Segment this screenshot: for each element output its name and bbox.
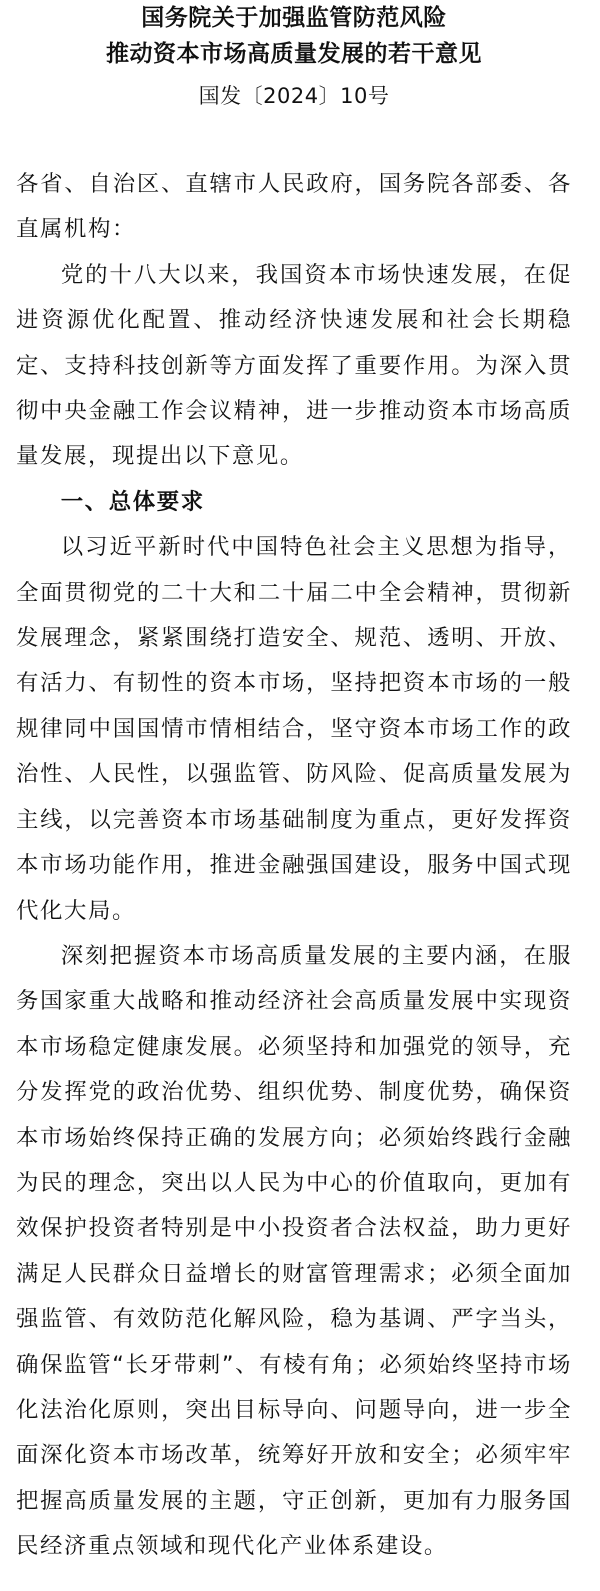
document-title-line-1: 国务院关于加强监管防范风险 [141, 5, 447, 31]
intro-paragraph: 党的十八大以来，我国资本市场快速发展，在促进资源优化配置、推动经济快速发展和社会长期稳定、支持科技创新等方面发挥了重要作用。为深入贯彻中央金融工作会议精神，进一步推动资本市场高质量发展，现提出以下意见。 [16, 261, 572, 470]
section1-paragraph-2: 深刻把握资本市场高质量发展的主要内涵，在服务国家重大战略和推动经济社会高质量发展中实现资本市场稳定健康发展。必须坚持和加强党的领导，充分发挥党的政治优势、组织优势、制度优势，确保资本市场始终保持正确的发展方向；必须始终践行金融为民的理念，突出以人民为中心的价值取向，更加有效保护投资者特别是中小投资者合法权益，助力更好满足人民群众日益增长的财富管理需求；必须全面加强监管、有效防范化解风险，稳为基调、严字当头，确保监管“长牙带刺”、有棱有角；必须始终坚持市场化法治化原则，突出目标导向、问题导向，进一步全面深化资本市场改革，统筹好开放和安全；必须牢牢把握高质量发展的主题，守正创新，更加有力服务国民经济重点领域和现代化产业体系建设。 [16, 942, 572, 1560]
document-number: 国发〔2024〕10号 [198, 84, 390, 108]
header-spacer [16, 114, 572, 162]
section1-paragraph-1: 以习近平新时代中国特色社会主义思想为指导，全面贯彻党的二十大和二十届二中全会精神，贯彻新发展理念，紧紧围绕打造安全、规范、透明、开放、有活力、有韧性的资本市场，坚持把资本市场的一般规律同中国国情市情相结合，坚守资本市场工作的政治性、人民性，以强监管、防风险、促高质量发展为主线，以完善资本市场基础制度为重点，更好发挥资本市场功能作用，推进金融强国建设，服务中国式现代化大局。 [16, 534, 572, 924]
section-heading-general-requirements: 一、总体要求 [60, 488, 205, 515]
addressee: 各省、自治区、直辖市人民政府，国务院各部委、各直属机构： [16, 171, 572, 243]
document-title-line-2: 推动资本市场高质量发展的若干意见 [106, 41, 482, 67]
